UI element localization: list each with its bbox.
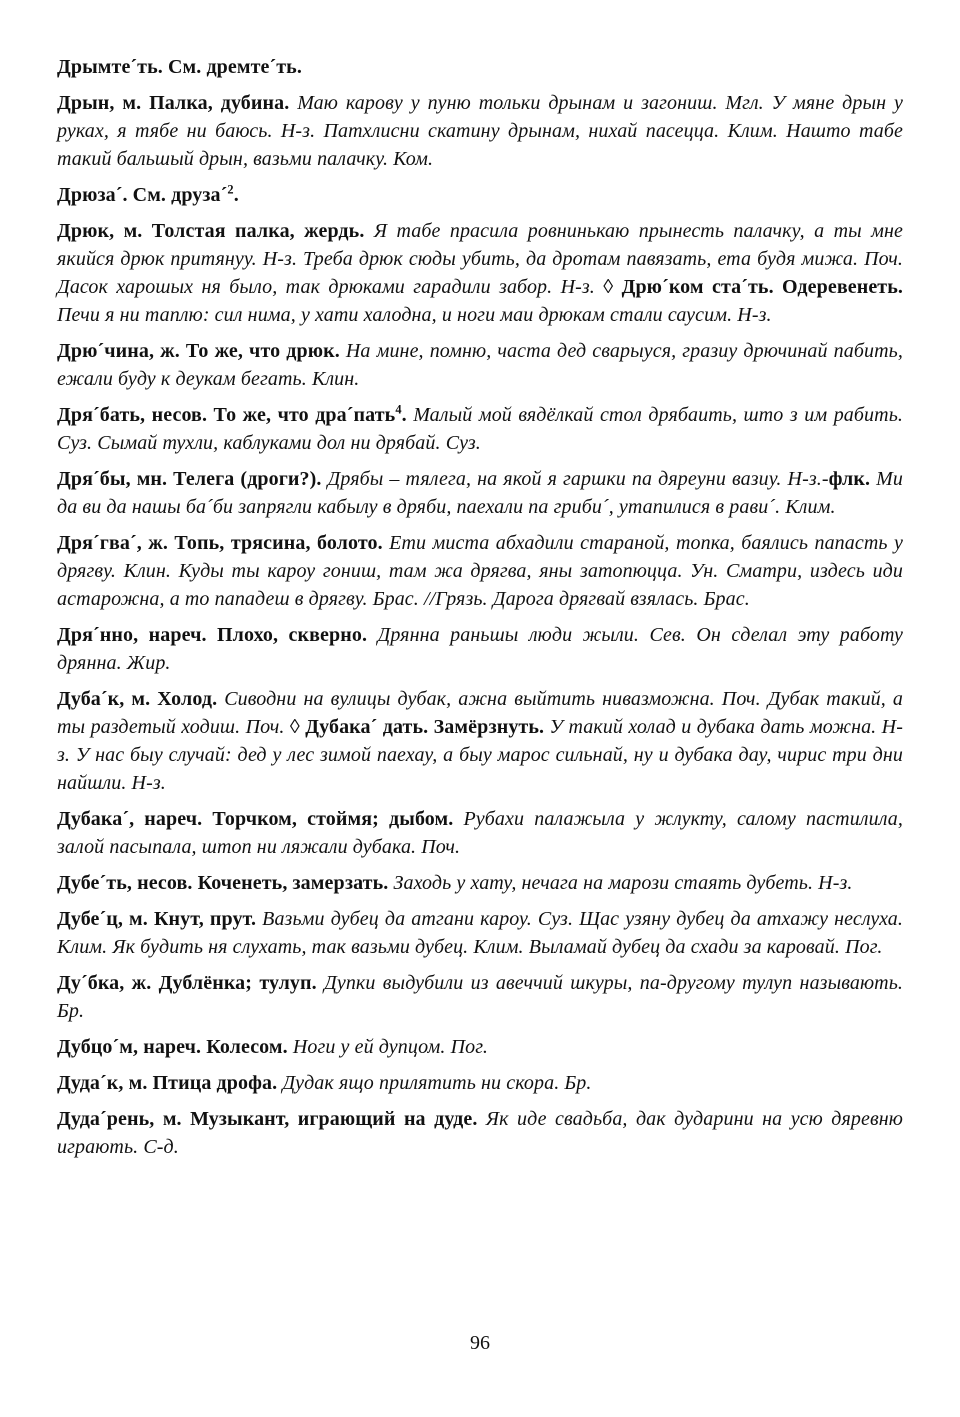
entry-headword-text: Дубе´ц, м. Кнут, прут. xyxy=(57,908,263,930)
dictionary-entry xyxy=(57,217,903,329)
entry-headword-text: Дрымте´ть. См. дремте´ть. xyxy=(57,56,302,78)
dictionary-entries-column xyxy=(57,53,903,1169)
entry-headword-text: Дрюк, м. Толстая палка, жердь. xyxy=(57,220,374,242)
entry-citation-text: Як иде свадьба, дак дударини на усю дяревню играють. С-д. xyxy=(57,1108,903,1158)
entry-headword-text: . xyxy=(233,184,239,206)
dictionary-entry xyxy=(57,53,903,81)
dictionary-entry xyxy=(57,805,903,861)
dictionary-entry xyxy=(57,685,903,797)
entry-headword-text: Дуда´рень, м. Музыкант, играющий на дуде. xyxy=(57,1108,486,1130)
entry-citation-text: Дупки выдубили из авеччий шкуры, па-другому тулуп называють. Бр. xyxy=(57,972,904,1022)
dictionary-entry xyxy=(57,181,903,209)
entry-citation-text: У такий холад и дубака дать можна. Н-з. У нас быу случай: дед у лес зимой паехау, а быу марос сильнай, ну и дубака дау, чирис три дни найшли. Н-з. xyxy=(57,716,903,794)
entry-headword-text: Дубе´ть, несов. Коченеть, замерзать. xyxy=(57,872,394,894)
entry-citation-text: Малый мой вядёлкай стол дрябаить, што з им рабить. Суз. Сымай тухли, каблуками дол ни дрябай. Суз. xyxy=(57,404,904,454)
entry-citation-text: На мине, помню, часта дед сварыуся, гразиу дрючинай пабить, ежали буду к деукам бегать. Клин. xyxy=(57,340,903,390)
entry-headword-text: Дуда´к, м. Птица дрофа. xyxy=(57,1072,283,1094)
entry-citation-text: Я табе прасила ровнинькаю прынесть палачку, а ты мне якийся дрюк притянуу. Н-з. Треба дрюк сюды убить, да дротам павязать, ета будя мижа. Поч. Дасок харошых ня было, так дрюками гарадили забор. Н-з. xyxy=(57,220,903,298)
entry-citation-text: Ети миста абхадили стараной, топка, баялись папасть у дрягву. Клин. Куды ты кароу гониш, там жа дрягва, яны затопюцца. Ун. Сматри, издесь иди астарожна, а то пападеш в дрягву. Брас. //Грязь. Дарога дрягвай взялась. Брас. xyxy=(57,532,903,610)
entry-citation-text: Дрянна раньшы люди жыли. Сев. Он сделал эту работу дрянна. Жир. xyxy=(57,624,903,674)
dictionary-entry xyxy=(57,401,903,457)
entry-headword-text: Дря´гва´, ж. Топь, трясина, болото. xyxy=(57,532,390,554)
entry-citation-text: Заходь у хату, нечага на марози стаять дубеть. Н-з. xyxy=(393,872,853,894)
entry-headword-text: флк. xyxy=(828,468,877,490)
entry-headword-text: ◊ Дрю´ком ста´ть. Одеревенеть. xyxy=(603,276,903,298)
entry-citation-text: Ми да ви да нашы ба´би запрягли кабылу в дряби, паехали па гриби´, утапилися в рави´. Клим. xyxy=(57,468,903,518)
dictionary-entry xyxy=(57,969,903,1025)
entry-headword-text: Дрю´чина, ж. То же, что дрюк. xyxy=(57,340,346,362)
entry-headword-text: Дря´бать, несов. То же, что дра´пать xyxy=(57,404,396,426)
entry-citation-text: Вазьми дубец да атгани кароу. Суз. Щас узяну дубец да атхажу неслуха. Клим. Як будить ня слухать, так вазьми дубец. Клим. Выламай дубец да схади за каровай. Пог. xyxy=(57,908,904,958)
entry-citation-text: Ноги у ей дупцом. Пог. xyxy=(292,1036,488,1058)
entry-citation-text: Сиводни на вулицы дубак, ажна выйтить нивазможна. Поч. Дубак такий, а ты раздетый ходиш. Поч. xyxy=(57,688,903,738)
entry-headword-text: Ду´бка, ж. Дублёнка; тулуп. xyxy=(57,972,325,994)
entry-headword-text: Дря´бы, мн. Телега (дроги?). xyxy=(57,468,328,490)
entry-headword-text: Дубака´, нареч. Торчком, стоймя; дыбом. xyxy=(57,808,464,830)
dictionary-entry xyxy=(57,337,903,393)
dictionary-entry xyxy=(57,621,903,677)
dictionary-entry xyxy=(57,89,903,173)
dictionary-entry xyxy=(57,1033,903,1061)
entry-headword-text: ◊ Дубака´ дать. Замёрзнуть. xyxy=(289,716,550,738)
dictionary-entry xyxy=(57,1105,903,1161)
dictionary-entry xyxy=(57,905,903,961)
entry-citation-text: Маю карову у пуню тольки дрынам и загониш. Мгл. У мяне дрын у руках, я тябе ни баюсь. Н-з. Патхлисни скатину дрынам, нихай пасецца. Клим. Нашто табе такий бальшый дрын, вазьми палачку. Ком. xyxy=(57,92,903,170)
entry-superscript: 4 xyxy=(395,402,402,417)
entry-citation-text: Печи я ни таплю: сил нима, у хати халодна, и ноги маи дрюкам стали саусим. Н-з. xyxy=(57,304,772,326)
entry-citation-text: Дудак ящо прилятить ни скора. Бр. xyxy=(282,1072,592,1094)
dictionary-entry xyxy=(57,465,903,521)
entry-headword-text: Дрюза´. См. друза´ xyxy=(57,184,228,206)
dictionary-entry xyxy=(57,1069,903,1097)
entry-citation-text: Рубахи палажыла у жлукту, салому пастилила, залой пасыпала, штоп ни ляжали дубака. Поч. xyxy=(57,808,903,858)
entry-headword-text: Дря´нно, нареч. Плохо, скверно. xyxy=(57,624,378,646)
entry-superscript: 2 xyxy=(227,182,234,197)
entry-headword-text: Дуба´к, м. Холод. xyxy=(57,688,225,710)
entry-citation-text: Дрябы – тялега, на якой я гаршки па дяреуни вазиу. Н-з.- xyxy=(327,468,829,490)
entry-headword-text: Дубцо´м, нареч. Колесом. xyxy=(57,1036,293,1058)
dictionary-entry xyxy=(57,869,903,897)
entry-headword-text: . xyxy=(401,404,414,426)
dictionary-entry xyxy=(57,529,903,613)
entry-headword-text: Дрын, м. Палка, дубина. xyxy=(57,92,298,114)
page-number: 96 xyxy=(470,1332,490,1354)
